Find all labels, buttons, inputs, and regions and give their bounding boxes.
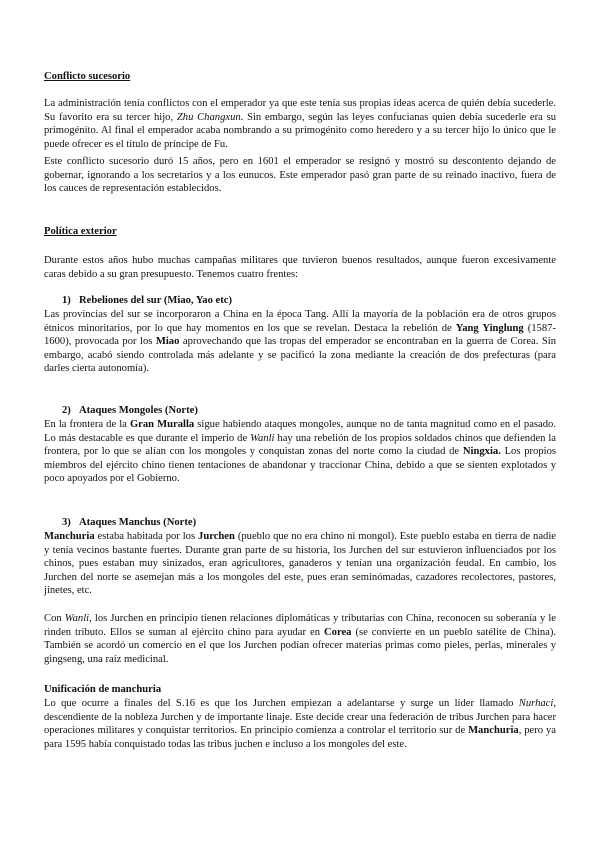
- paragraph-sucesorio-2: Este conflicto sucesorio duró 15 años, pero en 1601 el emperador se resignó y mostró su descontento dejando de gobernar, ignorando a los secretarios y a los eunucos. Este emperador pasó gran parte de su reinado inactivo, fuera de los cauces de representación establecidos.: [44, 156, 556, 195]
- front-2-heading: [62, 404, 198, 418]
- front-2-paragraph: En la frontera de la Gran Muralla sigue habiendo ataques mongoles, aunque no de tanta magnitud como en el pasado. Lo más destacable es que durante el imperio de Wanli hay una rebelión de los propios soldados chinos que defienden la frontera, por lo que se alían con los mongoles y conquistan zonas del norte como la ciudad de Ningxia. Los propios miembros del ejército chino tienen tentaciones de abandonar y traccionar China, debido a que se sienten explotados y poco apoyados por el Gobierno.: [44, 419, 556, 485]
- heading-conflicto-sucesorio: Conflicto sucesorio: [44, 71, 131, 82]
- front-1-paragraph: Las provincias del sur se incorporaron a China en la época Tang. Allí la mayoría de la población era de otros grupos étnicos minoritarios, por lo que hay momentos en los que se revelan. Destaca la rebelión de Yang Yinglung (1587-1600), provocada por los Miao aprovechando que las tropas del emperador se encontraban en la guerra de Corea. Sin embargo, acabó siendo controlada más adelante y se pacificó la zona mediante la creación de dos prefecturas (para darles cierta autonomía).: [44, 309, 556, 375]
- front-3-paragraph-2: Con Wanli, los Jurchen en principio tienen relaciones diplomáticas y tributarias con China, reconocen su soberanía y le rinden tributo. Ellos se suman al ejército chino para ayudar en Corea (se convierte en un pueblo satélite de China). También se acordó un comercio en el que los Jurchen podían ofrecer materias primas como pieles, perlas, minerales y gingseng, una raíz medicinal.: [44, 613, 557, 665]
- paragraph-exterior-intro: Durante estos años hubo muchas campañas militares que tuvieron buenos resultados, aunque fueron excesivamente caras debido a su gran presupuesto. Tenemos cuatro frentes:: [44, 255, 556, 280]
- front-1-number: 1): [62, 295, 71, 306]
- front-1-heading: [62, 294, 232, 308]
- front-3-paragraph-1: Manchuria estaba habitada por los Jurchen (pueblo que no era chino ni mongol). Este pueblo estaba en tierra de nadie y tenía vecinos bastante fuertes. Durante gran parte de su historia, los Jurchen del sur estuvieron influenciados por los chinos, pues estaban muy sinizados, eran agricultores, ganaderos y tenían una organización feudal. En cambio, los Jurchen del norte se asemejan más a los mongoles del este, pues eran seminómadas, cazadores recolectores, pastores, jinetes, etc.: [44, 531, 556, 597]
- front-1-title: Rebeliones del sur (Miao, Yao etc): [79, 295, 232, 306]
- heading-politica-exterior: Política exterior: [44, 226, 117, 237]
- front-2-title: Ataques Mongoles (Norte): [79, 405, 198, 416]
- front-3-title: Ataques Manchus (Norte): [79, 517, 197, 528]
- paragraph-sucesorio-1: La administración tenía conflictos con el emperador ya que este tenía sus propias ideas acerca de quién debía sucederle. Su favorito era su tercer hijo, Zhu Changxun. Sin embargo, según las leyes confucianas quien debía sucederle era su primogénito. Al final el emperador acaba nombrando a su primogénito como heredero y a su tercer hijo lo único que le puede ofrecer es el título de príncipe de Fu.: [44, 98, 556, 150]
- front-3-number: 3): [62, 517, 71, 528]
- front-3-heading: [62, 516, 196, 530]
- heading-unificacion-manchuria: Unificación de manchuria: [44, 684, 162, 695]
- front-2-number: 2): [62, 405, 71, 416]
- paragraph-unificacion: Lo que ocurre a finales del S.16 es que los Jurchen empiezan a adelantarse y surge un líder llamado Nurhaci, descendiente de la nobleza Jurchen y de importante linaje. Este decide crear una federación de tribus Jurchen para hacer operaciones militares y conquistar territorios. En principio comienza a controlar el territorio sur de Manchuria, pero ya para 1595 había conquistado todas las tribus juchen e incluso a los mongoles del este.: [44, 698, 556, 750]
